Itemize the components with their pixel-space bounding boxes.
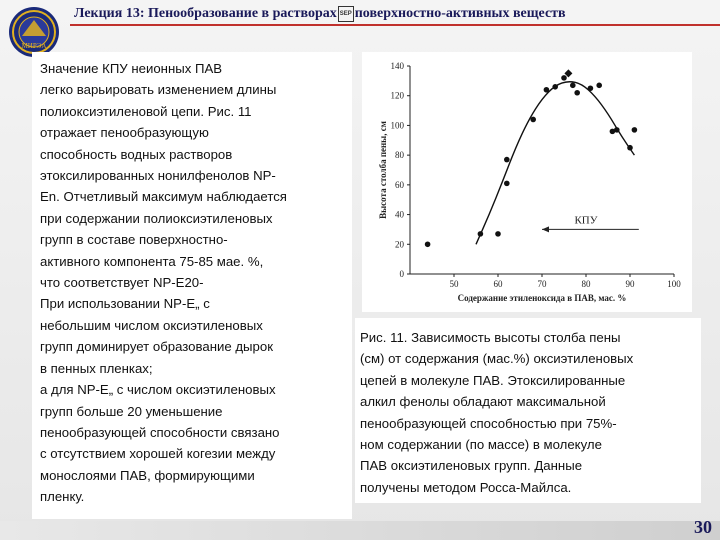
body-line: En. Отчетливый максимум наблюдается xyxy=(40,189,287,205)
body-line: групп в составе поверхностно- xyxy=(40,232,228,248)
y-tick-label: 140 xyxy=(390,61,404,71)
body-line: отражает пенообразующую xyxy=(40,125,209,141)
body-line: с отсутствием хорошей когезии между xyxy=(40,446,276,462)
caption-line: пенообразующей способностью при 75%- xyxy=(360,415,617,431)
body-line: в пенных пленках; xyxy=(40,360,153,376)
title-part-2: поверхностно-активных веществ xyxy=(354,6,566,22)
data-point xyxy=(588,85,594,91)
data-point xyxy=(504,157,510,163)
data-point xyxy=(544,87,550,93)
data-point xyxy=(552,84,558,90)
caption-line: ПАВ оксиэтиленовых групп. Данные xyxy=(360,458,583,474)
data-point xyxy=(596,83,602,89)
logo xyxy=(8,6,60,58)
data-point xyxy=(478,231,484,237)
y-tick-label: 20 xyxy=(395,239,404,250)
caption-line: получены методом Росса-Майлса. xyxy=(360,479,572,495)
body-line: активного компонента 75-85 мае. %, xyxy=(40,253,264,269)
y-tick-label: 100 xyxy=(390,120,404,131)
x-tick-label: 80 xyxy=(581,279,591,289)
data-point xyxy=(530,117,536,123)
body-line: При использовании NP-E„ с xyxy=(40,296,210,312)
trend-curve xyxy=(476,82,634,245)
data-point xyxy=(425,241,431,247)
data-point xyxy=(614,127,620,133)
kpu-arrow-head xyxy=(542,226,549,232)
page-title xyxy=(74,6,714,22)
body-line: пенообразующей способности связано xyxy=(40,424,280,440)
y-tick-label: 60 xyxy=(395,179,404,190)
x-axis-label: Содержание этиленоксида в ПАВ, мас. % xyxy=(457,293,627,303)
title-underline xyxy=(70,24,720,26)
y-tick-label: 40 xyxy=(395,209,404,220)
body-text xyxy=(40,58,354,508)
caption-line: ном содержании (по массе) в молекуле xyxy=(360,437,602,453)
body-line: Значение КПУ неионных ПАВ xyxy=(40,61,223,76)
caption-line: алкил фенолы обладают максимальной xyxy=(360,394,606,410)
data-point xyxy=(495,231,501,237)
body-line: этоксилированных нонилфенолов NP- xyxy=(40,168,276,184)
foam-height-chart xyxy=(362,52,692,312)
kpu-annotation: КПУ xyxy=(574,214,598,227)
figure-caption xyxy=(360,327,700,498)
x-tick-label: 50 xyxy=(449,279,459,289)
y-axis-label: Высота столба пены, см xyxy=(378,121,388,219)
x-tick-label: 90 xyxy=(625,279,635,289)
body-line: пленку. xyxy=(40,489,85,505)
sep-glyph: SEP xyxy=(338,6,354,22)
body-line: групп больше 20 уменьшение xyxy=(40,403,223,419)
body-line: что соответствует NP-E20- xyxy=(40,275,204,291)
caption-line: (см) от содержания (мас.%) оксиэтиленовых xyxy=(360,351,634,367)
x-tick-label: 100 xyxy=(667,279,681,289)
data-point xyxy=(570,83,576,89)
body-line: полиоксиэтиленовой цепи. Рис. 11 xyxy=(40,103,252,119)
caption-line: Рис. 11. Зависимость высоты столба пены xyxy=(360,330,621,345)
data-point xyxy=(504,181,510,187)
footer-bar xyxy=(0,521,720,540)
x-tick-label: 70 xyxy=(537,279,547,289)
data-point xyxy=(561,75,567,81)
body-line: способность водных растворов xyxy=(40,146,233,162)
data-point xyxy=(574,90,580,96)
x-tick-label: 60 xyxy=(493,279,503,289)
y-tick-label: 0 xyxy=(399,269,404,279)
page-number: 30 xyxy=(694,517,712,537)
data-point xyxy=(627,145,633,151)
body-line: при содержании полиоксиэтиленовых xyxy=(40,210,273,226)
caption-line: цепей в молекуле ПАВ. Этоксилированные xyxy=(360,372,626,388)
body-line: небольшим числом оксиэтиленовых xyxy=(40,317,263,333)
body-line: монослоями ПАВ, формирующими xyxy=(40,467,255,483)
body-line: а для NP-E„ с числом оксиэтиленовых xyxy=(40,382,276,398)
title-part-1: Лекция 13: Пенообразование в растворах xyxy=(74,6,337,22)
logo-text: МИРЭА xyxy=(21,42,47,50)
body-line: легко варьировать изменением длины xyxy=(40,82,277,98)
y-tick-label: 80 xyxy=(395,150,404,161)
body-line: групп доминирует образование дырок xyxy=(40,339,273,355)
y-tick-label: 120 xyxy=(390,90,404,101)
data-point xyxy=(632,127,638,133)
